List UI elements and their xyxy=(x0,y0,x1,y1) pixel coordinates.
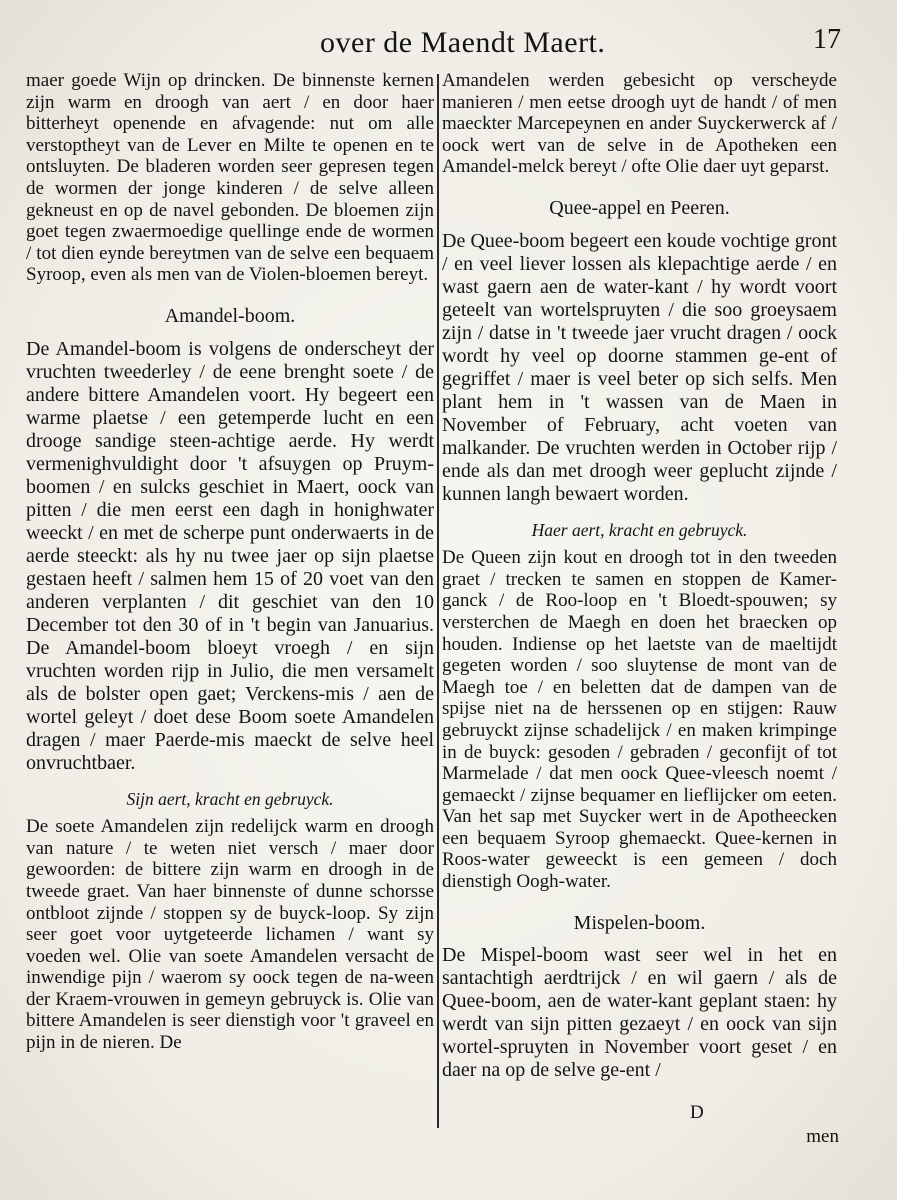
right-paragraph-3: De Queen zijn kout en droogh tot in den tweeden graet / trecken te samen en stoppen de Kamer-ganck / de Roo-loop en 't Bloedt-spouwen; sy versterchen de Maegh en doen het braecken op houden. Indiense op het laetste van de maeltijdt gegeten worden / soo sluytense de mont van de Maegh toe / en beletten dat de dampen van de spijse niet na de herssenen op en stijgen: Rauw gebruyckt zijnse schadelijck / en maken krimpinge in de buyck: gesoden / gebraden / geconfijt of tot Marmelade / dat men oock Quee-vleesch noemt / gemaeckt / zijnse bequamer en lieflijcker om eeten. Van het sap met Suycker wert in de Apotheecken een bequaem Syroop ghemaeckt. Quee-kernen in Roos-water geweeckt is een gemeen / doch dienstigh Oogh-water. xyxy=(442,547,837,893)
section-heading-mispelen-boom: Mispelen-boom. xyxy=(573,911,706,934)
running-title: over de Maendt Maert. xyxy=(320,26,606,59)
section-heading-amandel-boom: Amandel-boom. xyxy=(164,304,296,327)
right-column xyxy=(442,70,837,1082)
column-divider xyxy=(437,74,439,1128)
right-paragraph-2: De Quee-boom begeert een koude vochtige gront / en veel liever lossen als klepachtige aerde / en wast gaern aen de water-kant / hy wordt voort geteelt van wortelspruyten / die soo groeysaem zijn / datse in 't tweede jaer vrucht dragen / oock wordt hy veel op doorne stammen ge-ent of gegriffet / maer is veel beter op sich selfs. Men plant hem in 't wassen van de Maen in November of February, acht voeten van malkander. De vruchten werden in October rijp / ende als dan met droogh weer geplucht zijnde / kunnen langh bewaert worden. xyxy=(442,229,837,505)
left-paragraph-1: maer goede Wijn op drincken. De binnenste kernen zijn warm en droogh van aert / en door haer bitterheyt openende en afvagende: nut om alle verstoptheyt van de Lever en Milte te openen en te ontsluyten. De bladeren worden seer gepresen tegen de wormen der jonge kinderen / de selve alleen gekneust en op de navel gebonden. De bloemen zijn goet tegen zwaermoedige quellinge ende de wormen / tot dien eynde bereytmen van de selve een bequaem Syroop, even als men van de Violen-bloemen bereyt. xyxy=(26,70,434,286)
left-paragraph-2: De Amandel-boom is volgens de onderscheyt der vruchten tweederley / de eene brenght soete / de andere bittere Amandelen voort. Hy begeert een warme plaetse / een getemperde lucht en een drooge sandige steen-achtige aerde. Hy werdt vermenighvuldight door 't afsuygen op Pruym-boomen / en sulcks geschiet in Maert, oock van pitten / die men eerst een dagh in honighwater weeckt / en met de scherpe punt onderwaerts in de aerde steeckt: als hy nu twee jaer op sijn plaetse gestaen heeft / salmen hem 15 of 20 voet van den anderen verplanten / dit geschiet van den 10 December tot den 30 of in 't begin van Januarius. De Amandel-boom bloeyt vroegh / en sijn vruchten worden rijp in Julio, die men versamelt als de bolster open gaet; Verckens-mis / aen de wortel geleyt / doet dese Boom soete Amandelen dragen / maer Paerde-mis maeckt de selve heel onvruchtbaer. xyxy=(26,337,434,774)
right-paragraph-1: Amandelen werden gebesicht op verscheyde manieren / men eetse droogh uyt de handt / of men maeckter Marcepeynen en ander Suyckerwerck af / oock wert van de selve in de Apotheken een Amandel-melck bereyt / ofte Olie daer uyt geparst. xyxy=(442,70,837,178)
subheading-sijn-aert: Sijn aert, kracht en gebruyck. xyxy=(126,788,334,809)
page-number: 17 xyxy=(813,24,841,55)
right-paragraph-4: De Mispel-boom wast seer wel in het en santachtigh aerdtrijck / en wil gaern / als de Quee-boom, aen de water-kant geplant staen: hy werdt van sijn pitten gezaeyt / en oock van sijn wortel-spruyten in November voort geset / en daer na op de selve ge-ent / xyxy=(442,944,837,1082)
catchword: men xyxy=(806,1126,839,1147)
subheading-haer-aert: Haer aert, kracht en gebruyck. xyxy=(531,519,748,540)
page-header xyxy=(0,18,897,68)
section-heading-quee-appel: Quee-appel en Peeren. xyxy=(549,196,730,219)
left-column xyxy=(26,70,434,1054)
signature-mark: D xyxy=(690,1102,704,1123)
left-paragraph-3: De soete Amandelen zijn redelijck warm en droogh van nature / te weten niet versch / maer door gewoorden: de bittere zijn warm en droogh in de tweede graet. Van haer binnenste of dunne schorsse ontbloot zijnde / stoppen sy de buyck-loop. Sy zijn seer goet voor uytgeteerde lichamen / want sy voeden wel. Olie van soete Amandelen versacht de inwendige pijn / waerom sy oock tegen de na-ween der Kraem-vrouwen in gemeyn gebruyck is. Olie van bittere Amandelen is seer dienstigh voor 't graveel en pijn in de nieren. De xyxy=(26,816,434,1054)
